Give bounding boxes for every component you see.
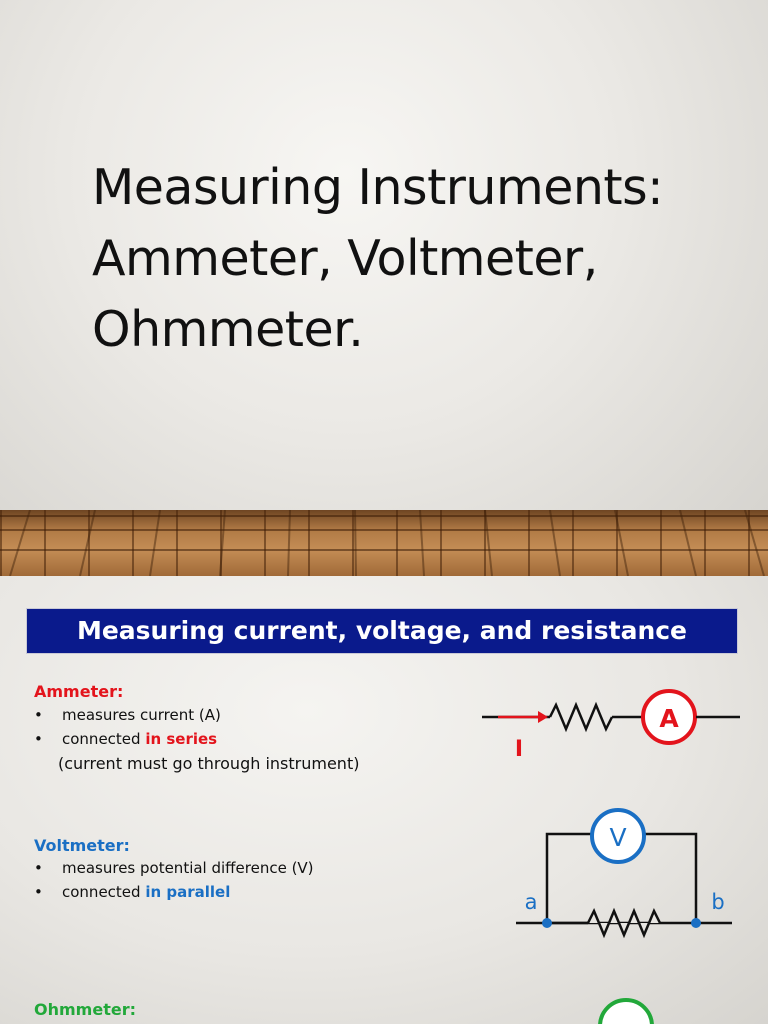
bypass-wire-right [644, 834, 696, 923]
node-b-dot [691, 918, 701, 928]
current-arrow-head [538, 711, 548, 723]
voltmeter-symbol-label: V [609, 823, 627, 852]
bullet-dot: • [34, 706, 43, 724]
bypass-wire-left [547, 834, 592, 923]
ammeter-series-highlight: in series [145, 730, 218, 748]
content-slide [0, 576, 768, 1024]
bullet-dot: • [34, 730, 43, 748]
voltmeter-bullet-2 [34, 883, 230, 901]
slide-title [92, 152, 732, 365]
ammeter-heading: Ammeter: [34, 682, 124, 701]
floor-planks-pattern [0, 510, 768, 576]
voltmeter-parallel-highlight: in parallel [145, 883, 231, 901]
voltmeter-heading: Voltmeter: [34, 836, 130, 855]
ammeter-note: (current must go through instrument) [58, 754, 360, 773]
node-a-label: a [524, 890, 538, 914]
ammeter-bullet-2 [34, 730, 217, 748]
ohmmeter-heading: Ohmmeter: [34, 1000, 136, 1019]
title-line-1: Measuring Instruments: [92, 159, 664, 216]
ammeter-bullet-1-text: measures current (A) [62, 706, 221, 724]
ohmmeter-symbol [600, 1000, 652, 1024]
current-label: I [514, 737, 524, 762]
bullet-dot: • [34, 859, 43, 877]
ammeter-bullet-1 [34, 706, 221, 724]
resistor-zigzag [550, 705, 612, 729]
ammeter-circuit-diagram [478, 688, 748, 768]
ammeter-bullet-2-text: connected [62, 730, 146, 748]
title-line-3: Ohmmeter. [92, 301, 364, 358]
slide-banner: Measuring current, voltage, and resistance [26, 608, 738, 654]
voltmeter-bullet-2-text: connected [62, 883, 146, 901]
voltmeter-bullet-1-text: measures potential difference (V) [62, 859, 314, 877]
wood-floor-decoration [0, 510, 768, 576]
voltmeter-circuit-diagram [510, 804, 740, 939]
node-b-label: b [711, 890, 725, 914]
resistor-zigzag [588, 911, 660, 935]
ammeter-symbol-label: A [659, 704, 679, 733]
bullet-dot: • [34, 883, 43, 901]
ohmmeter-symbol-partial [590, 996, 670, 1024]
title-line-2: Ammeter, Voltmeter, [92, 230, 598, 287]
voltmeter-bullet-1 [34, 859, 314, 877]
node-a-dot [542, 918, 552, 928]
